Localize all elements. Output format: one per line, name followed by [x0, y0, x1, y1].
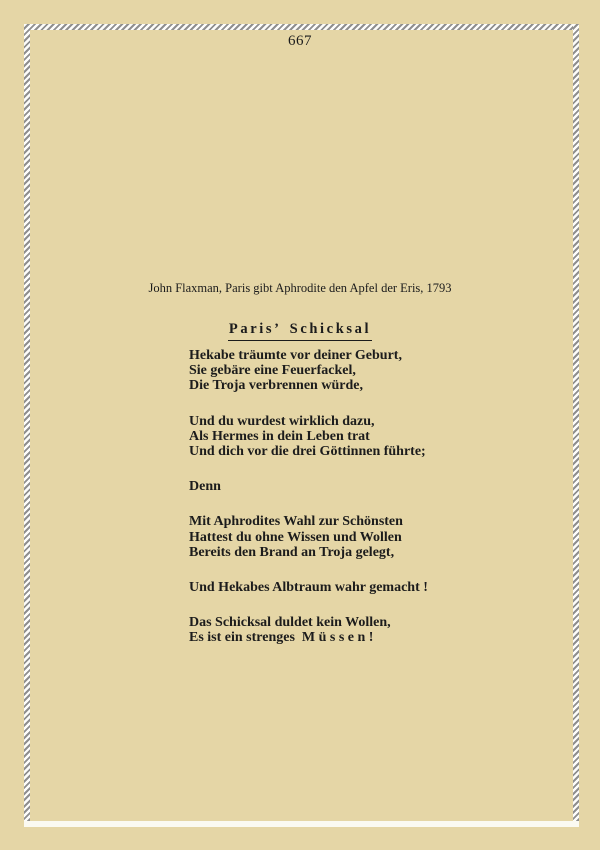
poem-line: Mit Aphrodites Wahl zur Schönsten	[189, 514, 403, 530]
poem-line: Hattest du ohne Wissen und Wollen	[189, 529, 402, 545]
poem-line: Denn	[189, 479, 221, 495]
poem-stanza	[189, 615, 428, 645]
poem-title-wrap	[0, 320, 600, 341]
poem-line: Bereits den Brand an Troja gelegt,	[189, 544, 395, 560]
poem-line: Sie gebäre eine Feuerfackel,	[189, 363, 356, 379]
frame-border-bottom	[24, 821, 579, 827]
poem-stanza	[189, 580, 428, 595]
figure-caption: John Flaxman, Paris gibt Aphrodite den Apfel der Eris, 1793	[148, 281, 452, 295]
poem-stanza	[189, 414, 428, 460]
poem-line: Und du wurdest wirklich dazu,	[189, 413, 375, 429]
frame-border-right	[573, 24, 579, 827]
poem-line: Und dich vor die drei Göttinnen führte;	[189, 444, 426, 460]
poem-title: Paris’ Schicksal	[228, 321, 372, 341]
frame-border-top	[24, 24, 579, 30]
poem	[189, 348, 428, 666]
poem-line: Es ist ein strenges M ü s s e n !	[189, 630, 374, 646]
poem-stanza	[189, 514, 428, 560]
poem-line: Und Hekabes Albtraum wahr gemacht !	[189, 580, 428, 596]
poem-line: Als Hermes in dein Leben trat	[189, 428, 370, 444]
poem-stanza	[189, 479, 428, 494]
poem-line: Das Schicksal duldet kein Wollen,	[189, 615, 391, 631]
frame-border-left	[24, 24, 30, 827]
poem-stanza	[189, 348, 428, 394]
poem-line: Die Troja verbrennen würde,	[189, 378, 363, 394]
poem-line: Hekabe träumte vor deiner Geburt,	[189, 348, 402, 363]
page-number: 667	[288, 33, 312, 49]
